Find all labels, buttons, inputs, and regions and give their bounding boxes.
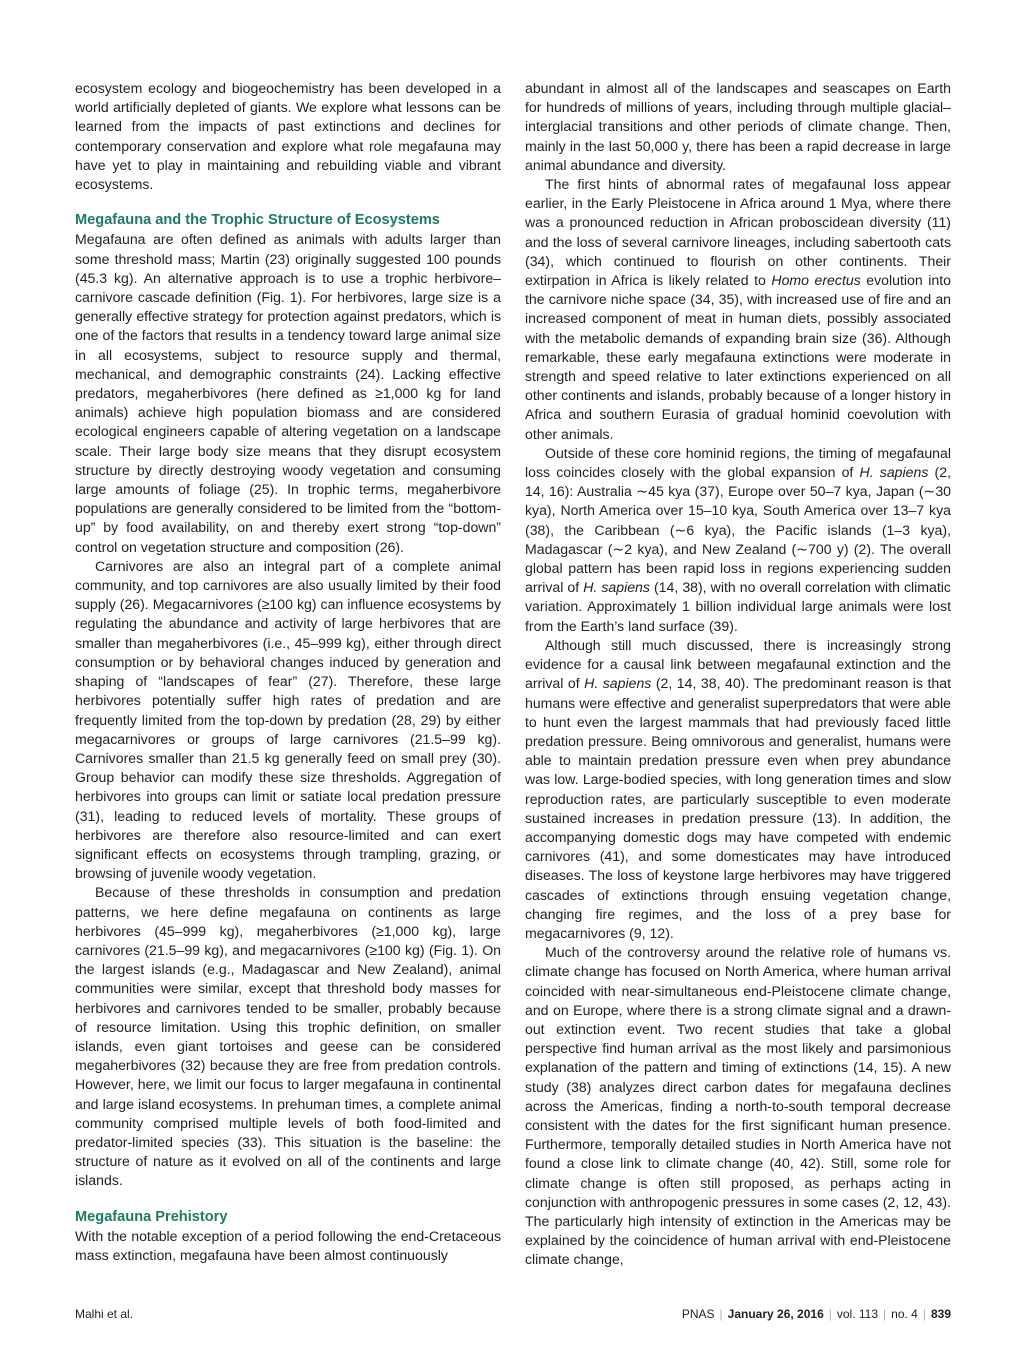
body-paragraph: Because of these thresholds in consumption and predation patterns, we here define megafauna on continents as large herbivores (45–999 kg), megaherbivores (≥1,000 kg), large carnivores (21.5–99 kg), and megacarnivores (≥100 kg) (Fig. 1). On the largest islands (e.g., Madagascar and New Zealand), animal communities were similar, except that threshold body masses for herbivores and carnivores tended to be smaller, probably because of resource limitation. Using this trophic definition, on smaller islands, even giant tortoises and geese can be considered megaherbivores (32) because they are free from predation controls. However, here, we limit our focus to larger megafauna in continental and large island ecosystems. In prehuman times, a complete animal community comprised multiple levels of both food-limited and predator-limited species (33). This situation is the baseline: the structure of nature as it evolved on all of the continents and large islands. [75, 884, 501, 1189]
body-paragraph [525, 175, 951, 444]
body-paragraph: Megafauna are often defined as animals with adults larger than some threshold mass; Martin (23) originally suggested 100 pounds (45.3 kg). An alternative approach is to use a trophic herbivore–carnivore cascade definition (Fig. 1). For herbivores, large size is a generally effective strategy for protection against predators, which is one of the factors that results in a tendency toward large animal size in all ecosystems, subject to resource supply and thermal, mechanical, and demographic constraints (24). Lacking effective predators, megaherbivores (here defined as ≥1,000 kg for land animals) achieve high population biomass and are considered ecological engineers capable of altering vegetation on a landscape scale. Their large body size means that they disrupt ecosystem structure by directly destroying woody vegetation and consuming large amounts of foliage (25). In trophic terms, megaherbivore populations are generally considered to be limited from the “bottom-up” by food availability, on and thereby exert strong “top-down” control on vegetation structure and composition (26). [75, 231, 501, 555]
text-run: (2, 14, 16): Australia ∼45 kya (37), Europe over 50–7 kya, Japan (∼30 kya), North America over 15–10 kya, South America over 13–7 kya (38), the Caribbean (∼6 kya), the Pacific islands (1–3 kya), Madagascar (∼2 kya), and New Zealand (∼700 y) (2). The overall global pattern has been rapid loss in regions experiencing sudden arrival of [525, 464, 951, 596]
text-run: evolution into the carnivore niche space (34, 35), with increased use of fire and an increased component of meat in human diets, possibly associated with the metabolic demands of expanding brain size (36). Although remarkable, these early megafauna extinctions were moderate in strength and speed relative to later extinctions experienced on all other continents and islands, probably because of a longer history in Africa and southern Eurasia of gradual hominid coevolution with other animals. [525, 272, 951, 442]
body-paragraph: Carnivores are also an integral part of a complete animal community, and top carnivores are also usually limited by their food supply (26). Megacarnivores (≥100 kg) can influence ecosystems by regulating the abundance and activity of large herbivores that are smaller than megaherbivores (i.e., 45–999 kg), either through direct consumption or by behavioral changes induced by generation and shaping of “landscapes of fear” (27). Therefore, these large herbivores potentially suffer high rates of predation and are frequently limited from the top-down by predation (28, 29) by either megacarnivores or groups of large carnivores (21.5–99 kg). Carnivores smaller than 21.5 kg generally feed on small prey (30). Group behavior can modify these size thresholds. Aggregation of herbivores into groups can limit or satiate local predation pressure (31), leading to reduced levels of mortality. These groups of herbivores are therefore also resource-limited and can exert significant effects on ecosystems through trampling, grazing, or browsing of juvenile woody vegetation. [75, 557, 501, 882]
species-name: Homo erectus [771, 272, 861, 289]
body-paragraph: Much of the controversy around the relative role of humans vs. climate change has focused on North America, where human arrival coincided with near-simultaneous end-Pleistocene climate change, and on Europe, where there is a strong climate signal and a drawn-out extinction event. Two recent studies that take a global perspective find human arrival as the most likely and parsimonious explanation of the pattern and timing of extinctions (14, 15). A new study (38) analyzes direct carbon dates for megafauna declines across the Americas, finding a north-to-south temporal decrease consistent with the dates for the first significant human presence. Furthermore, temporally detailed studies in North America have not found a close link to climate change (40, 42). Still, some role for climate change is often still proposed, as perhaps acting in conjunction with anthropogenic pressures in some cases (2, 12, 43). The particularly high intensity of extinction in the Americas may be explained by the coincidence of human arrival with end-Pleistocene climate change, [525, 944, 951, 1268]
footer-separator: | [828, 1307, 832, 1321]
footer-citation [682, 1306, 951, 1322]
footer-journal: PNAS [681, 1307, 715, 1321]
body-paragraph: abundant in almost all of the landscapes and seascapes on Earth for hundreds of millions of years, including through multiple glacial–interglacial transitions and other periods of climate change. Then, mainly in the last 50,000 y, there has been a rapid decrease in large animal abundance and diversity. [525, 80, 951, 173]
species-name: H. sapiens [584, 675, 652, 692]
species-name: H. sapiens [859, 464, 929, 481]
body-paragraph: ecosystem ecology and biogeochemistry has been developed in a world artificially depleted of giants. We explore what lessons can be learned from the impacts of past extinctions and declines for contemporary conservation and explore what role megafauna may have yet to play in maintaining and rebuilding viable and vibrant ecosystems. [75, 80, 501, 193]
footer-separator: | [883, 1307, 887, 1321]
text-run: (2, 14, 38, 40). The predominant reason is that humans were effective and generalist superpredators that were able to hunt even the largest mammals that had previously faced little predation pressure. Being omnivorous and generalist, humans were able to maintain predation pressure even when prey abundance was low. Large-bodied species, with long generation times and slow reproduction rates, are particularly susceptible to even moderate sustained increases in predation pressure (13). In addition, the accompanying domestic dogs may have competed with endemic carnivores (41), and some domesticates may have introduced diseases. The loss of keystone large herbivores may have triggered cascades of extinctions through ensuing vegetation change, changing fire regimes, and the loss of a prey base for megacarnivores (9, 12). [525, 675, 951, 941]
text-run: Although still much discussed, there is increasingly strong evidence for a causal link between megafaunal extinction and the arrival of [525, 636, 951, 692]
text-run: (14, 38), with no overall correlation with climatic variation. Approximately 1 billion individual large animals were lost from the Earth’s land surface (39). [525, 579, 951, 634]
species-name: H. sapiens [583, 579, 650, 596]
text-run: Outside of these core hominid regions, the timing of megafaunal loss coincides closely with the global expansion of [525, 444, 951, 481]
right-column [525, 79, 951, 1270]
footer-separator: | [922, 1307, 926, 1321]
footer-volume: vol. 113 [836, 1307, 879, 1321]
left-column [75, 79, 501, 1265]
body-paragraph [525, 444, 951, 636]
section-heading-trophic: Megafauna and the Trophic Structure of Ecosystems [75, 212, 440, 229]
section-heading-prehistory: Megafauna Prehistory [75, 1208, 228, 1225]
body-paragraph [525, 636, 951, 943]
body-paragraph: With the notable exception of a period following the end-Cretaceous mass extinction, megafauna have been almost continuously [75, 1227, 501, 1263]
footer-authors: Malhi et al. [75, 1307, 134, 1321]
footer-page-number: 839 [930, 1307, 951, 1321]
footer-issue: no. 4 [891, 1307, 918, 1321]
footer-date: January 26, 2016 [727, 1307, 824, 1321]
text-run: The first hints of abnormal rates of megafaunal loss appear earlier, in the Early Pleistocene in Africa around 1 Mya, where there was a pronounced reduction in African proboscidean diversity (11) and the loss of several carnivore lineages, including sabertooth cats (34), which continued to flourish on other continents. Their extirpation in Africa is likely related to [525, 176, 951, 289]
footer-separator: | [719, 1307, 723, 1321]
